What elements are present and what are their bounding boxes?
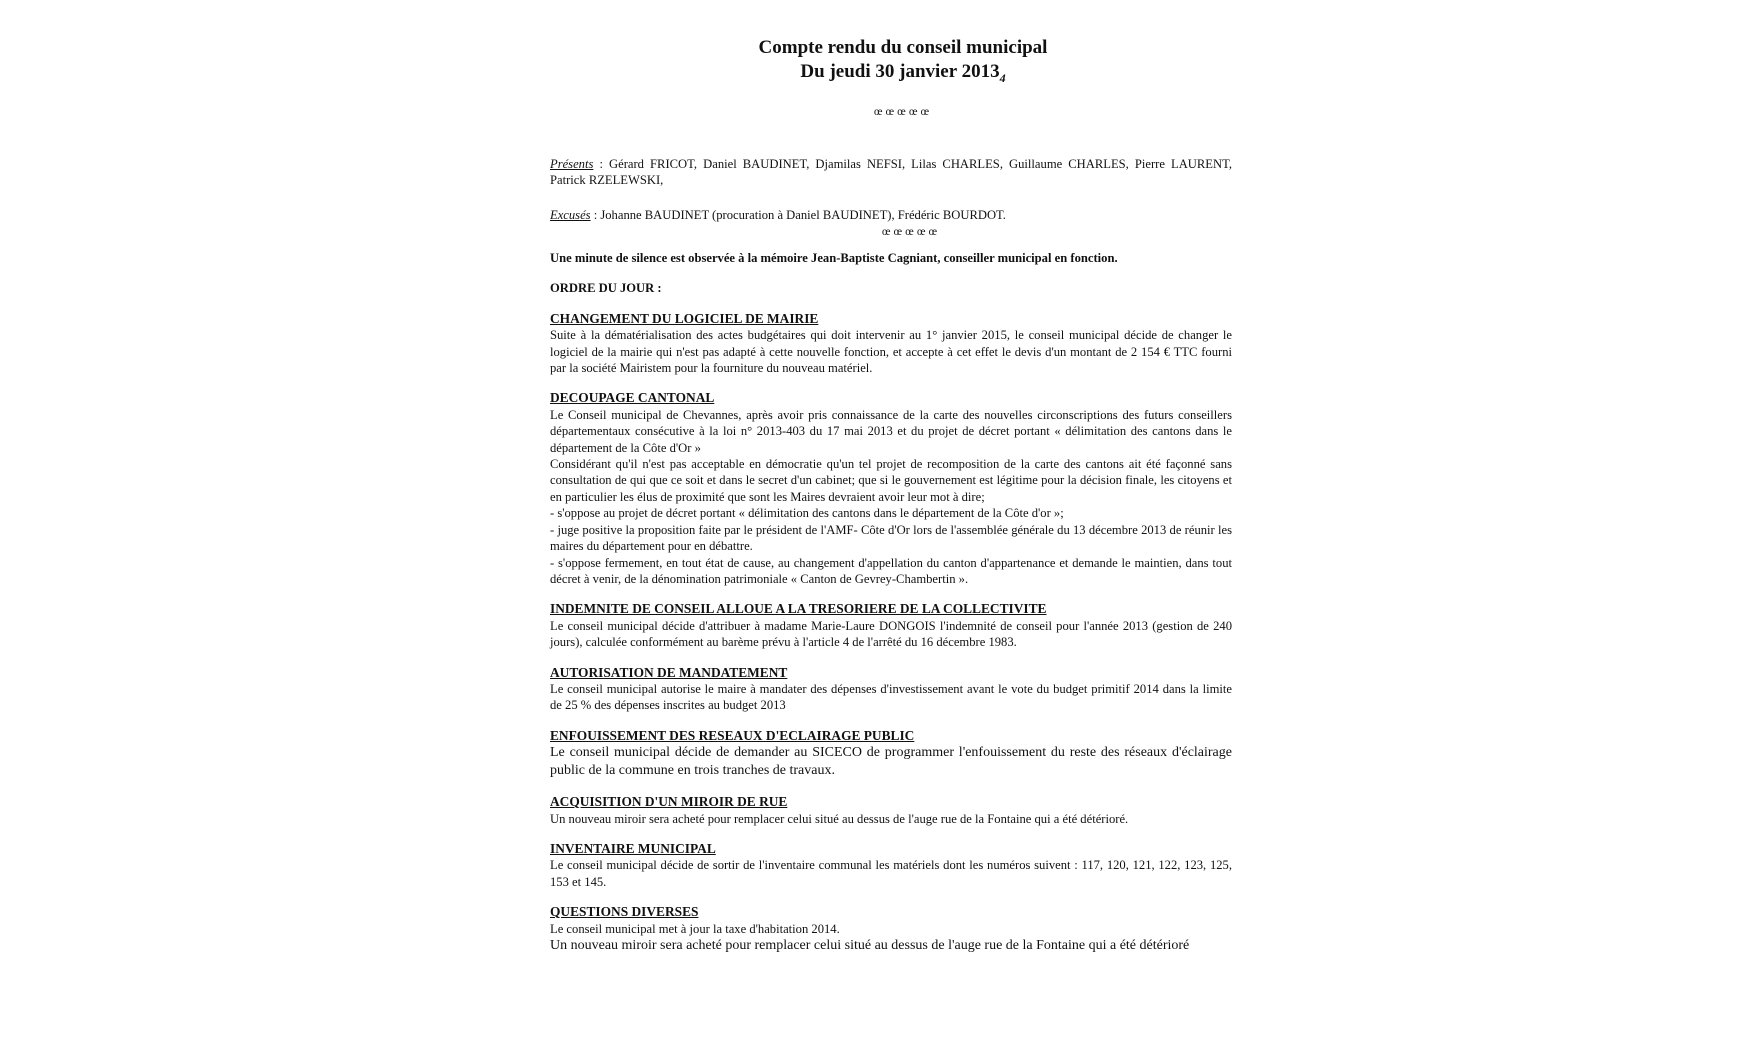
title-line-1: Compte rendu du conseil municipal — [758, 37, 1048, 58]
section-body — [550, 811, 1232, 827]
agenda-section — [550, 728, 1232, 780]
section-paragraph: Un nouveau miroir sera acheté pour remplacer celui situé au dessus de l'auge rue de la Fontaine qui a été détérioré — [550, 938, 1190, 954]
section-paragraph: Considérant qu'il n'est pas acceptable en démocratie qu'un tel projet de recomposition de la carte des cantons ait été façonné sans consultation de qui que ce soit et dans le secret d'un cabinet; que si le gouvernement est légitime pour la décision finale, les citoyens et en particulier les élus de proximité que sont les Maires devraient avoir leur mot à dire; — [550, 457, 1232, 504]
agenda-section — [550, 601, 1232, 650]
section-paragraph: Le conseil municipal décide de demander au SICECO de programmer l'enfouissement du reste des réseaux d'éclairage public de la commune en trois tranches de travaux. — [550, 745, 1232, 779]
agenda-section — [550, 390, 1232, 587]
excuses-list: : Johanne BAUDINET (procuration à Daniel BAUDINET), Frédéric BOURDOT. — [590, 207, 1006, 222]
section-body — [550, 744, 1232, 780]
agenda-section — [550, 794, 1232, 827]
agenda-section — [550, 311, 1232, 377]
section-body — [550, 857, 1232, 890]
section-title: ENFOUISSEMENT DES RESEAUX D'ECLAIRAGE PUBLIC — [550, 727, 915, 743]
section-body — [550, 921, 1232, 955]
ornament-divider: œœœœœ — [873, 103, 933, 118]
section-paragraph: - juge positive la proposition faite par le président de l'AMF- Côte d'Or lors de l'assemblée générale du 13 décembre 2013 de réunir les maires du département pour en débattre. — [550, 522, 1232, 554]
section-title: AUTORISATION DE MANDATEMENT — [550, 664, 788, 680]
section-title: CHANGEMENT DU LOGICIEL DE MAIRIE — [550, 310, 819, 326]
section-body — [550, 618, 1232, 651]
title-date: Du jeudi 30 janvier 2013 — [800, 61, 1000, 82]
ornament-divider-2: œœœœœ — [881, 224, 941, 239]
section-body — [550, 681, 1232, 714]
section-paragraph: - s'oppose fermement, en tout état de cause, au changement d'appellation du canton d'appartenance et demande le maintien, dans tout décret à venir, de la dénomination patrimoniale « Canton de Gevrey-Chambertin ». — [550, 555, 1232, 586]
section-body — [550, 327, 1232, 376]
excuses-paragraph — [550, 207, 1232, 223]
section-title: QUESTIONS DIVERSES — [550, 904, 699, 920]
section-title: INVENTAIRE MUNICIPAL — [550, 840, 716, 856]
silence-note: Une minute de silence est observée à la mémoire Jean-Baptiste Cagniant, conseiller municipal en fonction. — [550, 251, 1118, 266]
agenda-sections — [550, 311, 1232, 955]
agenda-section — [550, 665, 1232, 714]
section-title: INDEMNITE DE CONSEIL ALLOUE A LA TRESORIERE DE LA COLLECTIVITE — [550, 601, 1047, 617]
agenda-heading: ORDRE DU JOUR : — [550, 281, 662, 296]
title-handwritten-correction: 4 — [999, 70, 1006, 85]
section-title: ACQUISITION D'UN MIROIR DE RUE — [550, 794, 788, 810]
presents-label: Présents — [550, 156, 594, 171]
section-paragraph: Le conseil municipal décide d'attribuer à madame Marie-Laure DONGOIS l'indemnité de conseil pour l'année 2013 (gestion de 240 jours), calculée conformément au barème prévu à l'article 4 de l'arrêté du 16 décembre 1983. — [550, 618, 1232, 650]
excuses-label: Excusés — [550, 207, 591, 222]
section-paragraph: - s'oppose au projet de décret portant « délimitation des cantons dans le département de la Côte d'or »; — [550, 506, 1064, 521]
presents-list: : Gérard FRICOT, Daniel BAUDINET, Djamilas NEFSI, Lilas CHARLES, Guillaume CHARLES, Pierre LAURENT, Patrick RZELEWSKI, — [550, 156, 1232, 188]
document-title — [574, 36, 1232, 90]
section-paragraph: Le conseil municipal décide de sortir de l'inventaire communal les matériels dont les numéros suivent : 117, 120, 121, 122, 123, 125, 153 et 145. — [550, 858, 1232, 889]
section-paragraph: Le conseil municipal autorise le maire à mandater des dépenses d'investissement avant le vote du budget primitif 2014 dans la limite de 25 % des dépenses inscrites au budget 2013 — [550, 681, 1232, 713]
agenda-section — [550, 841, 1232, 890]
section-title: DECOUPAGE CANTONAL — [550, 390, 715, 406]
section-paragraph: Le Conseil municipal de Chevannes, après avoir pris connaissance de la carte des nouvelles circonscriptions des futurs conseillers départementaux consécutive à la loi n° 2013-403 du 17 mai 2013 et du projet de décret portant « délimitation des cantons dans le département de la Côte d'Or » — [550, 407, 1232, 455]
presents-paragraph — [550, 156, 1232, 189]
section-paragraph: Suite à la dématérialisation des actes budgétaires qui doit intervenir au 1° janvier 2015, le conseil municipal décide de changer le logiciel de la mairie qui n'est pas adapté à cette nouvelle fonction, et accepte à cet effet le devis d'un montant de 2 154 € TTC fourni par la société Mairistem pour la fourniture du nouveau matériel. — [550, 328, 1232, 376]
section-paragraph: Le conseil municipal met à jour la taxe d'habitation 2014. — [550, 921, 840, 936]
agenda-section — [550, 904, 1232, 955]
section-body — [550, 407, 1232, 587]
title-line-2 — [574, 60, 1232, 90]
section-paragraph: Un nouveau miroir sera acheté pour remplacer celui situé au dessus de l'auge rue de la Fontaine qui a été détérioré. — [550, 811, 1129, 826]
minutes-document — [550, 36, 1232, 955]
